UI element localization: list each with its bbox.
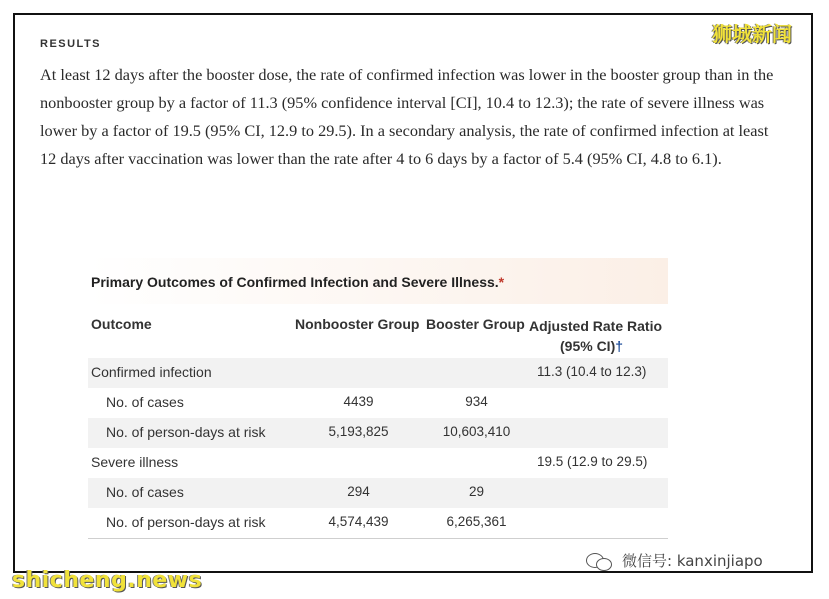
table-row — [88, 508, 668, 539]
row-ratio — [527, 508, 668, 538]
table-title — [88, 258, 668, 304]
header-nonbooster: Nonbooster Group — [295, 316, 420, 332]
header-outcome: Outcome — [91, 316, 152, 332]
row-booster — [426, 358, 527, 388]
row-ratio: 11.3 (10.4 to 12.3) — [537, 364, 647, 379]
row-nonbooster: 294 — [347, 484, 370, 499]
table-row — [88, 358, 668, 388]
row-nonbooster: 4,574,439 — [328, 514, 389, 529]
watermark-top: 狮城新闻 — [712, 22, 792, 46]
row-booster: 29 — [468, 484, 485, 499]
table-row — [88, 388, 668, 418]
row-ratio — [527, 478, 668, 508]
table-row — [88, 418, 668, 448]
header-booster: Booster Group — [426, 316, 525, 332]
wechat-id-text: 微信号: kanxinjiapo — [622, 552, 763, 570]
row-label: Severe illness — [91, 454, 179, 470]
row-label: No. of cases — [106, 394, 184, 410]
row-ratio: 19.5 (12.9 to 29.5) — [537, 454, 648, 469]
ratio-footnote-mark[interactable]: † — [615, 338, 624, 354]
wechat-icon — [586, 551, 616, 571]
table-header-row — [88, 304, 668, 358]
row-label: No. of person-days at risk — [106, 424, 266, 440]
header-ratio-line1: Adjusted Rate Ratio — [529, 318, 663, 334]
row-nonbooster — [291, 358, 426, 388]
row-ratio — [527, 388, 668, 418]
header-ratio-line2-wrap — [529, 336, 668, 356]
header-ratio-line2: (95% CI) — [560, 338, 616, 354]
row-booster — [426, 448, 527, 478]
table-row — [88, 478, 668, 508]
table-row — [88, 448, 668, 478]
row-booster: 10,603,410 — [442, 424, 511, 439]
outcomes-table — [88, 258, 668, 539]
row-ratio — [527, 418, 668, 448]
row-nonbooster: 5,193,825 — [328, 424, 389, 439]
row-nonbooster: 4439 — [343, 394, 374, 409]
row-label: No. of cases — [106, 484, 184, 500]
row-label: No. of person-days at risk — [106, 514, 266, 530]
wechat-watermark — [586, 550, 763, 571]
table-footnote-mark[interactable]: * — [498, 274, 505, 290]
watermark-bottom: shicheng.news — [12, 568, 203, 593]
section-label: RESULTS — [40, 38, 102, 50]
abstract-text: At least 12 days after the booster dose, the rate of confirmed infection was lower in the booster group than in the nonbooster group by a factor of 11.3 (95% confidence interval [CI], 10.4 to 12.3); the rate of severe illness was lower by a factor of 19.5 (95% CI, 12.9 to 29.5). In a secondary analysis, the rate of confirmed infection at least 12 days after vaccination was lower than the rate after 4 to 6 days by a factor of 5.4 (95% CI, 4.8 to 6.1). — [40, 65, 774, 168]
row-booster: 934 — [465, 394, 488, 409]
row-label: Confirmed infection — [91, 364, 212, 380]
row-nonbooster — [291, 448, 426, 478]
table-title-text: Primary Outcomes of Confirmed Infection and Severe Illness. — [91, 274, 499, 290]
header-ratio — [527, 316, 668, 358]
row-booster: 6,265,361 — [446, 514, 507, 529]
